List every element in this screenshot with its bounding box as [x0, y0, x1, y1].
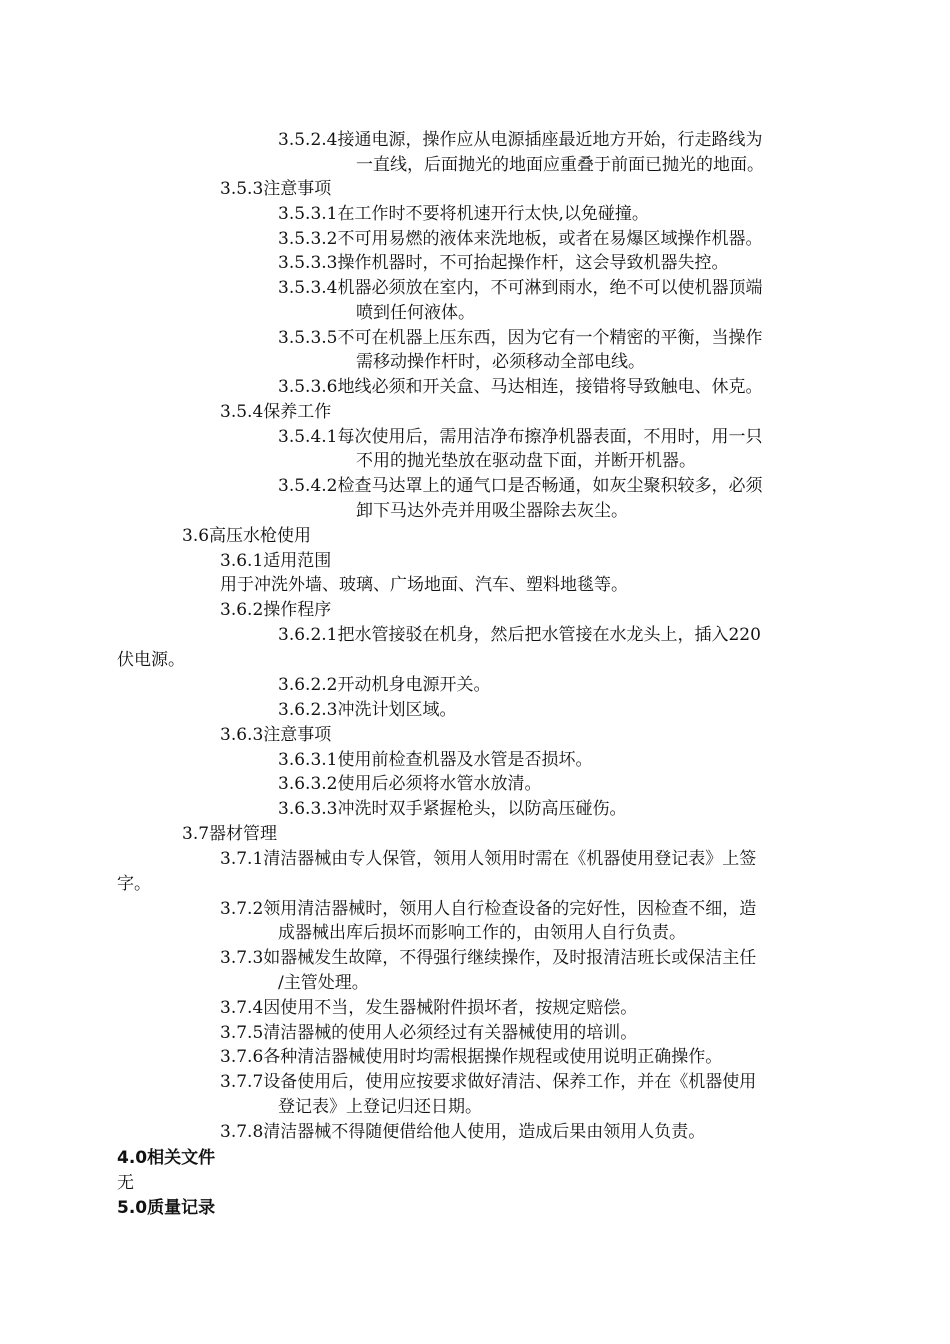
text-line: 卸下马达外壳并用吸尘器除去灰尘。: [356, 501, 628, 521]
text-line: 3.7.1清洁器械由专人保管，领用人领用时需在《机器使用登记表》上签: [220, 849, 757, 869]
text-line: 喷到任何液体。: [356, 303, 475, 323]
section-heading: 3.6.1适用范围: [220, 551, 332, 571]
text-line: 无: [117, 1173, 134, 1193]
text-line: 3.6.3.1使用前检查机器及水管是否损坏。: [278, 750, 593, 770]
section-heading-related-documents: 4.0相关文件: [117, 1148, 216, 1168]
section-heading: 3.6.3注意事项: [220, 725, 332, 745]
text-line: 3.7.8清洁器械不得随便借给他人使用，造成后果由领用人负责。: [220, 1122, 706, 1142]
text-line: 3.6.2.3冲洗计划区域。: [278, 700, 457, 720]
text-line: 成器械出库后损坏而影响工作的，由领用人自行负责。: [278, 923, 686, 943]
text-line: 不用的抛光垫放在驱动盘下面，并断开机器。: [356, 451, 696, 471]
text-line: 3.7.6各种清洁器械使用时均需根据操作规程或使用说明正确操作。: [220, 1047, 723, 1067]
text-line: 登记表》上登记归还日期。: [278, 1097, 482, 1117]
text-line: 3.6.2.2开动机身电源开关。: [278, 675, 491, 695]
text-line: 伏电源。: [117, 650, 185, 670]
text-line: 一直线，后面抛光的地面应重叠于前面已抛光的地面。: [356, 155, 764, 175]
text-line: 3.5.3.6地线必须和开关盒、马达相连，接错将导致触电、休克。: [278, 377, 763, 397]
text-line: 需移动操作杆时，必须移动全部电线。: [356, 352, 645, 372]
text-line: 字。: [117, 874, 151, 894]
text-line: 3.5.4.1每次使用后，需用洁净布擦净机器表面，不用时，用一只: [278, 427, 763, 447]
section-heading: 3.6.2操作程序: [220, 600, 332, 620]
section-heading: 3.5.3注意事项: [220, 179, 332, 199]
text-line: 3.6.2.1把水管接驳在机身，然后把水管接在水龙头上，插入220: [278, 625, 761, 645]
text-line: 3.5.3.5不可在机器上压东西，因为它有一个精密的平衡，当操作: [278, 328, 763, 348]
text-line: 3.7.3如器械发生故障，不得强行继续操作，及时报清洁班长或保洁主任: [220, 948, 757, 968]
text-line: 3.7.5清洁器械的使用人必须经过有关器械使用的培训。: [220, 1023, 638, 1043]
text-line: 3.5.3.4机器必须放在室内，不可淋到雨水，绝不可以使机器顶端: [278, 278, 763, 298]
text-line: 3.5.4.2检查马达罩上的通气口是否畅通，如灰尘聚积较多，必须: [278, 476, 763, 496]
section-heading: 3.5.4保养工作: [220, 402, 332, 422]
text-line: 3.5.3.1在工作时不要将机速开行太快,以免碰撞。: [278, 204, 649, 224]
text-line: 3.5.2.4接通电源，操作应从电源插座最近地方开始，行走路线为: [278, 130, 763, 150]
text-line: 3.5.3.2不可用易燃的液体来洗地板，或者在易爆区域操作机器。: [278, 229, 763, 249]
text-line: 3.7.7设备使用后，使用应按要求做好清洁、保养工作，并在《机器使用: [220, 1072, 757, 1092]
text-line: 3.6.3.2使用后必须将水管水放清。: [278, 774, 542, 794]
section-heading: 3.6高压水枪使用: [182, 526, 312, 546]
text-line: /主管处理。: [278, 973, 369, 993]
text-line: 3.5.3.3操作机器时，不可抬起操作杆，这会导致机器失控。: [278, 253, 729, 273]
section-heading-quality-records: 5.0质量记录: [117, 1198, 216, 1218]
text-line: 3.7.2领用清洁器械时，领用人自行检查设备的完好性，因检查不细，造: [220, 899, 757, 919]
text-line: 3.7.4因使用不当，发生器械附件损坏者，按规定赔偿。: [220, 998, 638, 1018]
text-line: 用于冲洗外墙、玻璃、广场地面、汽车、塑料地毯等。: [220, 575, 628, 595]
text-line: 3.6.3.3冲洗时双手紧握枪头，以防高压碰伤。: [278, 799, 627, 819]
section-heading: 3.7器材管理: [182, 824, 278, 844]
